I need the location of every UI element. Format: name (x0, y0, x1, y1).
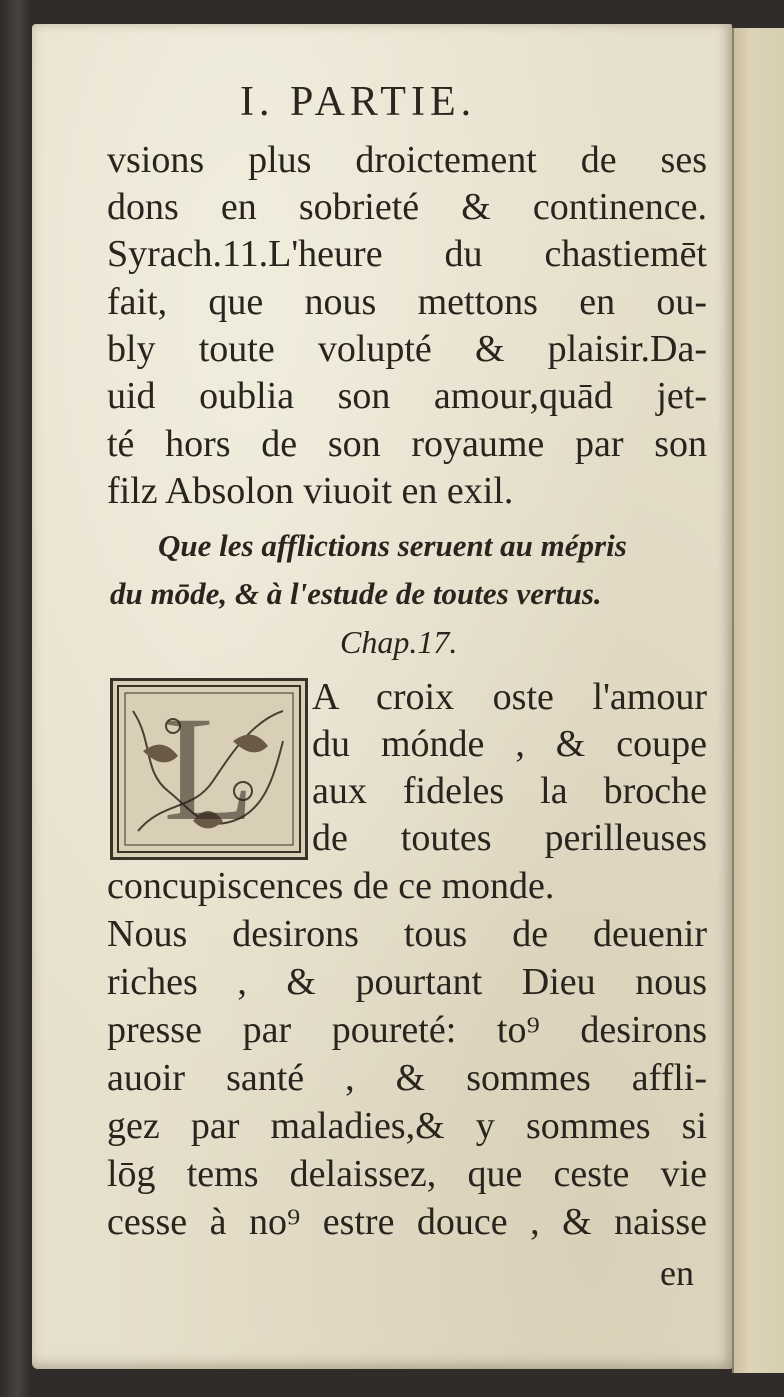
running-header: I. PARTIE. (240, 79, 477, 125)
text-line: lōg tems delaissez, que ceste vie (107, 1153, 707, 1195)
chapter-number: Chap.17. (340, 624, 458, 660)
text-line: A croix oste l'amour (312, 676, 707, 718)
chapter-heading-line-1: Que les afflictions seruent au mépris (158, 528, 627, 563)
text-line: riches , & pourtant Dieu nous (107, 961, 707, 1003)
chapter-heading-line-2: du mōde, & à l'estude de toutes vertus. (110, 576, 602, 611)
text-line: du mónde , & coupe (312, 723, 707, 765)
text-line: concupiscences de ce monde. (107, 865, 555, 907)
text-line: auoir santé , & sommes affli- (107, 1057, 707, 1099)
text-line: fait, que nous mettons en ou- (107, 281, 707, 323)
text-line: uid oublia son amour,quād jet- (107, 375, 707, 417)
text-line: Nous desirons tous de deuenir (107, 913, 707, 955)
text-line: bly toute volupté & plaisir.Da- (107, 328, 707, 370)
text-line: té hors de son royaume par son (107, 423, 707, 465)
text-line: Syrach.11.L'heure du chastiemēt (107, 233, 707, 275)
text-line: cesse à no⁹ estre douce , & naisse (107, 1201, 707, 1243)
text-line: aux fideles la broche (312, 770, 707, 812)
catchword: en (660, 1253, 694, 1293)
facing-page-edge (732, 28, 784, 1373)
text-line: dons en sobrieté & continence. (107, 186, 707, 228)
text-line: de toutes perilleuses (312, 817, 707, 859)
text-line: gez par maladies,& y sommes si (107, 1105, 707, 1147)
text-line: presse par poureté: to⁹ desirons (107, 1009, 707, 1051)
text-line: filz Absolon viuoit en exil. (107, 470, 514, 512)
initial-letter: L (163, 686, 255, 852)
decorated-initial (110, 678, 308, 860)
text-line: vsions plus droictement de ses (107, 139, 707, 181)
